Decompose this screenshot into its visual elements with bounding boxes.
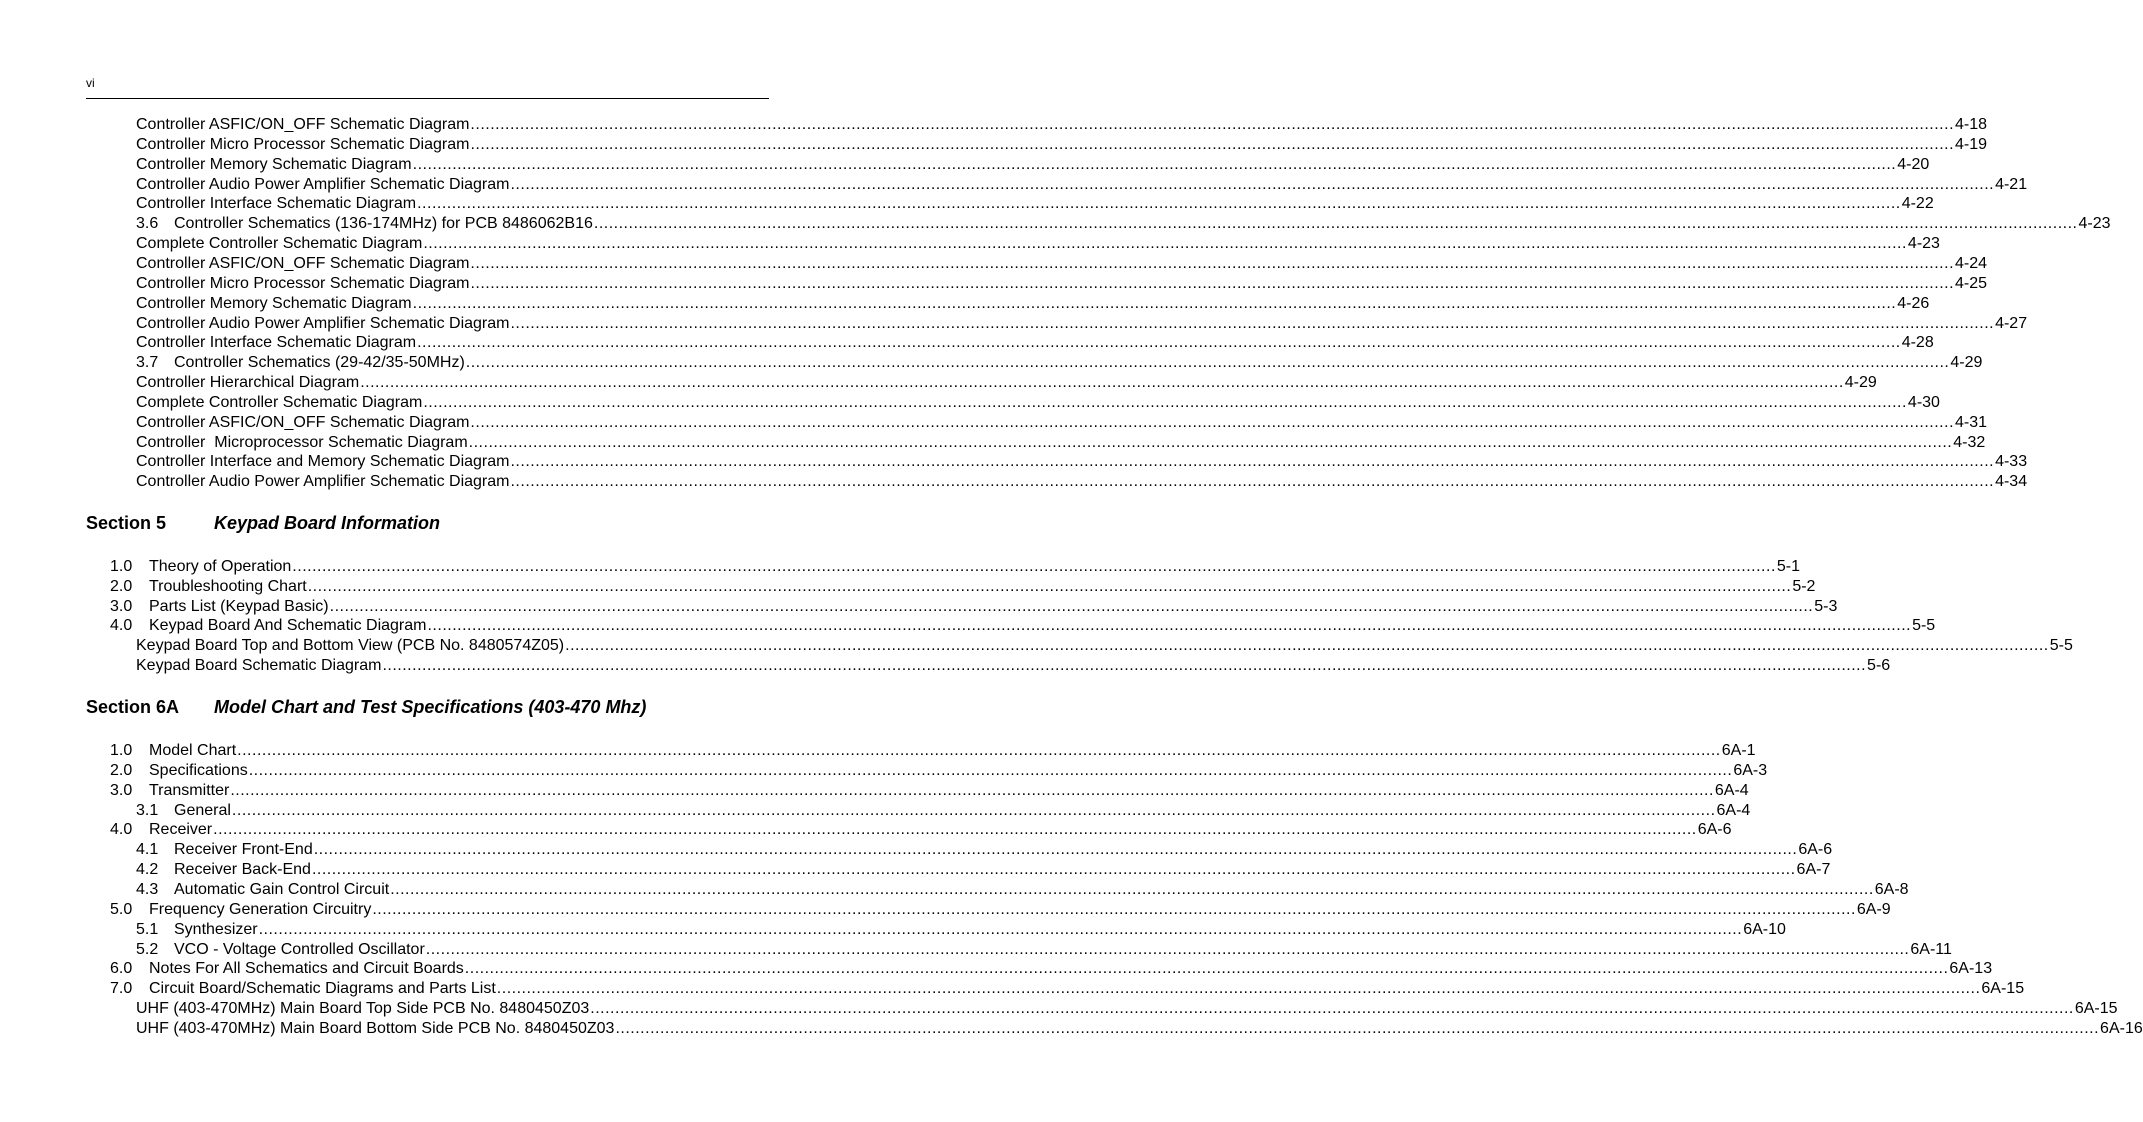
dot-leader: ............................................................................................................................................................................................................................................................................................................ — [496, 980, 1981, 998]
toc-entry-page: 4-27 — [1995, 314, 2028, 332]
toc-entry-page: 4-23 — [2078, 215, 2111, 233]
toc-entry[interactable] — [136, 194, 1934, 214]
toc-entry-title: Controller ASFIC/ON_OFF Schematic Diagram — [136, 254, 470, 272]
dot-leader: ............................................................................................................................................................................................................................................................................................................ — [292, 558, 1776, 575]
section-5-heading — [86, 511, 440, 535]
toc-entry-page: 4-28 — [1901, 334, 1934, 352]
dot-leader: ............................................................................................................................................................................................................................................................................................................ — [248, 761, 1733, 779]
toc-entry[interactable] — [110, 959, 1993, 979]
dot-leader: ............................................................................................................................................................................................................................................................................................................ — [468, 433, 1953, 451]
toc-entry-page: 4-31 — [1955, 413, 1988, 431]
toc-entry-page: 5-2 — [1792, 577, 1816, 595]
toc-entry-title: Specifications — [149, 761, 248, 779]
toc-entry[interactable] — [110, 900, 1891, 920]
dot-leader: ............................................................................................................................................................................................................................................................................................................ — [470, 254, 1955, 272]
dot-leader: ............................................................................................................................................................................................................................................................................................................ — [423, 393, 1907, 411]
toc-entry-title: Troubleshooting Chart — [149, 577, 307, 595]
toc-entry-number: 3.7 — [136, 354, 159, 372]
dot-leader: ............................................................................................................................................................................................................................................................................................................ — [360, 374, 1844, 392]
toc-entry[interactable] — [136, 353, 1983, 373]
dot-leader: ............................................................................................................................................................................................................................................................................................................ — [372, 900, 1856, 918]
toc-entry[interactable] — [136, 999, 2118, 1019]
toc-entry-title: Theory of Operation — [149, 558, 292, 575]
toc-entry[interactable] — [136, 135, 1988, 155]
toc-entry-title: Receiver Back-End — [174, 861, 311, 879]
dot-leader: ............................................................................................................................................................................................................................................................................................................ — [425, 940, 1910, 958]
toc-entry-title: Controller Audio Power Amplifier Schematic Diagram — [136, 314, 510, 332]
toc-entry-title: Automatic Gain Control Circuit — [174, 880, 390, 898]
toc-entry[interactable] — [110, 741, 1756, 761]
toc-entry[interactable] — [136, 860, 1831, 880]
toc-entry-title: Controller Micro Processor Schematic Diagram — [136, 135, 470, 153]
toc-entry-page: 4-33 — [1995, 453, 2028, 471]
toc-entry-page: 6A-1 — [1721, 742, 1756, 759]
toc-entry-page: 6A-8 — [1874, 880, 1909, 898]
toc-entry-title: Receiver Front-End — [174, 841, 313, 859]
toc-entry-page: 4-23 — [1907, 235, 1940, 253]
toc-entry-number: 3.0 — [110, 781, 133, 799]
toc-entry-page: 6A-7 — [1796, 861, 1831, 879]
toc-entry-title: Model Chart — [149, 742, 237, 759]
toc-entry-title: Keypad Board Schematic Diagram — [136, 657, 382, 674]
toc-entry-page: 6A-16 — [2100, 1019, 2143, 1037]
section-5-title: Keypad Board Information — [214, 513, 441, 533]
toc-entry-page: 4-30 — [1907, 393, 1940, 411]
dot-leader: ............................................................................................................................................................................................................................................................................................................ — [565, 637, 2049, 655]
toc-entry[interactable] — [136, 155, 1930, 175]
toc-entry[interactable] — [136, 433, 1986, 453]
header-rule — [86, 98, 769, 99]
toc-entry[interactable] — [136, 393, 1940, 413]
toc-entry-title: Controller Interface Schematic Diagram — [136, 195, 417, 213]
dot-leader: ............................................................................................................................................................................................................................................................................................................ — [470, 413, 1955, 431]
toc-entry[interactable] — [136, 840, 1833, 860]
dot-leader: ............................................................................................................................................................................................................................................................................................................ — [417, 334, 1901, 352]
toc-entry-page: 6A-15 — [1981, 980, 2025, 998]
toc-entry-title: Receiver — [149, 821, 213, 839]
toc-entry[interactable] — [136, 175, 2028, 195]
toc-entry-page: 6A-3 — [1733, 761, 1768, 779]
toc-entry[interactable] — [136, 801, 1751, 821]
dot-leader: ............................................................................................................................................................................................................................................................................................................ — [470, 135, 1955, 153]
toc-entry-page: 4-26 — [1897, 294, 1930, 312]
toc-entry[interactable] — [136, 294, 1930, 314]
toc-entry-number: 7.0 — [110, 980, 133, 998]
toc-entry[interactable] — [136, 472, 2028, 492]
dot-leader: ............................................................................................................................................................................................................................................................................................................ — [470, 274, 1955, 292]
toc-entry-page: 4-21 — [1995, 175, 2028, 193]
toc-entry-number: 4.0 — [110, 821, 133, 839]
dot-leader: ............................................................................................................................................................................................................................................................................................................ — [590, 1000, 2074, 1018]
dot-leader: ............................................................................................................................................................................................................................................................................................................ — [231, 801, 1716, 819]
toc-entry-number: 4.0 — [110, 617, 133, 635]
toc-entry-title: Complete Controller Schematic Diagram — [136, 235, 423, 253]
toc-entry-number: 5.0 — [110, 900, 133, 918]
toc-entry-number: 5.2 — [136, 940, 159, 958]
toc-entry-page: 5-3 — [1814, 597, 1838, 615]
toc-entry-number: 4.3 — [136, 880, 159, 898]
toc-entry[interactable] — [136, 1019, 2143, 1039]
toc-entry-page: 6A-6 — [1798, 841, 1833, 859]
dot-leader: ............................................................................................................................................................................................................................................................................................................ — [510, 175, 1995, 193]
toc-entry[interactable] — [110, 820, 1732, 840]
dot-leader: ............................................................................................................................................................................................................................................................................................................ — [390, 880, 1874, 898]
dot-leader: ............................................................................................................................................................................................................................................................................................................ — [470, 116, 1955, 133]
toc-entry-page: 5-6 — [1867, 657, 1891, 674]
dot-leader: ............................................................................................................................................................................................................................................................................................................ — [427, 617, 1912, 635]
toc-entry-title: Parts List (Keypad Basic) — [149, 597, 329, 615]
toc-entry-title: Controller Micro Processor Schematic Diagram — [136, 274, 470, 292]
toc-entry-page: 4-29 — [1950, 354, 1983, 372]
toc-entry-page: 5-5 — [2049, 637, 2073, 655]
toc-entry-title: Transmitter — [149, 781, 230, 799]
section-6a-label: Section 6A — [86, 697, 180, 717]
toc-entry-number: 1.0 — [110, 742, 133, 759]
toc-entry-page: 6A-13 — [1949, 960, 1993, 978]
dot-leader: ............................................................................................................................................................................................................................................................................................................ — [412, 155, 1897, 173]
toc-entry[interactable] — [110, 781, 1749, 801]
dot-leader: ............................................................................................................................................................................................................................................................................................................ — [382, 657, 1867, 674]
toc-entry-number: 2.0 — [110, 761, 133, 779]
toc-entry-title: VCO - Voltage Controlled Oscillator — [174, 940, 425, 958]
toc-entry[interactable] — [110, 616, 1936, 636]
toc-entry[interactable] — [136, 373, 1877, 393]
dot-leader: ............................................................................................................................................................................................................................................................................................................ — [213, 821, 1697, 839]
toc-entry-page: 6A-4 — [1714, 781, 1749, 799]
toc-entry-title: Controller ASFIC/ON_OFF Schematic Diagram — [136, 116, 470, 133]
toc-entry[interactable] — [110, 761, 1768, 781]
toc-entry-page: 4-18 — [1955, 116, 1988, 133]
toc-entry-page: 6A-9 — [1856, 900, 1891, 918]
toc-entry-page: 4-29 — [1844, 374, 1877, 392]
dot-leader: ............................................................................................................................................................................................................................................................................................................ — [423, 235, 1907, 253]
dot-leader: ............................................................................................................................................................................................................................................................................................................ — [313, 841, 1798, 859]
toc-entry[interactable] — [136, 274, 1988, 294]
toc-entry-title: Complete Controller Schematic Diagram — [136, 393, 423, 411]
toc-entry-page: 4-22 — [1901, 195, 1934, 213]
toc-entry-page: 5-1 — [1776, 558, 1801, 575]
toc-entry[interactable] — [110, 577, 1816, 597]
toc-entry-title: Controller Audio Power Amplifier Schematic Diagram — [136, 175, 510, 193]
dot-leader: ............................................................................................................................................................................................................................................................................................................ — [311, 861, 1796, 879]
dot-leader: ............................................................................................................................................................................................................................................................................................................ — [237, 742, 1721, 759]
toc-entry[interactable] — [136, 314, 2028, 334]
toc-entry[interactable] — [136, 413, 1988, 433]
toc-entry-title: Controller Schematics (136-174MHz) for PCB 8486062B16 — [174, 215, 593, 233]
toc-entry-page: 6A-11 — [1910, 940, 1952, 958]
toc-entry-page: 6A-15 — [2074, 1000, 2118, 1018]
toc-entry[interactable] — [136, 880, 1909, 900]
dot-leader: ............................................................................................................................................................................................................................................................................................................ — [307, 577, 1792, 595]
toc-entry[interactable] — [136, 920, 1786, 940]
toc-entry-title: Synthesizer — [174, 920, 258, 938]
dot-leader: ............................................................................................................................................................................................................................................................................................................ — [465, 354, 1950, 372]
toc-entry[interactable] — [110, 597, 1838, 617]
dot-leader: ............................................................................................................................................................................................................................................................................................................ — [417, 195, 1901, 213]
toc-entry-number: 4.1 — [136, 841, 159, 859]
toc-entry-title: Controller Schematics (29-42/35-50MHz) — [174, 354, 465, 372]
toc-entry[interactable] — [136, 234, 1940, 254]
toc-entry-title: UHF (403-470MHz) Main Board Bottom Side PCB No. 8480450Z03 — [136, 1019, 615, 1037]
dot-leader: ............................................................................................................................................................................................................................................................................................................ — [593, 215, 2078, 233]
toc-entry-page: 6A-4 — [1716, 801, 1751, 819]
section-6a-heading — [86, 695, 646, 719]
toc-entry-page: 4-25 — [1955, 274, 1988, 292]
toc-entry-number: 3.1 — [136, 801, 159, 819]
toc-entry-title: Keypad Board Top and Bottom View (PCB No. 8480574Z05) — [136, 637, 565, 655]
section-5-label: Section 5 — [86, 513, 167, 533]
page-number: vi — [86, 76, 95, 90]
toc-entry-number: 3.6 — [136, 215, 159, 233]
section-6a-title: Model Chart and Test Specifications (403-470 Mhz) — [214, 697, 647, 717]
dot-leader: ............................................................................................................................................................................................................................................................................................................ — [230, 781, 1714, 799]
toc-entry-number: 4.2 — [136, 861, 159, 879]
toc-entry-page: 6A-10 — [1743, 920, 1786, 938]
toc-entry-page: 4-32 — [1953, 433, 1986, 451]
toc-entry-title: Controller ASFIC/ON_OFF Schematic Diagram — [136, 413, 470, 431]
dot-leader: ............................................................................................................................................................................................................................................................................................................ — [329, 597, 1814, 615]
toc-entry-page: 4-20 — [1897, 155, 1930, 173]
dot-leader: ............................................................................................................................................................................................................................................................................................................ — [412, 294, 1897, 312]
toc-entry-title: Controller Memory Schematic Diagram — [136, 155, 412, 173]
toc-entry-title: Controller Memory Schematic Diagram — [136, 294, 412, 312]
dot-leader: ............................................................................................................................................................................................................................................................................................................ — [258, 920, 1743, 938]
dot-leader: ............................................................................................................................................................................................................................................................................................................ — [464, 960, 1949, 978]
toc-entry-title: Frequency Generation Circuitry — [149, 900, 372, 918]
dot-leader: ............................................................................................................................................................................................................................................................................................................ — [510, 314, 1995, 332]
toc-entry-page: 4-19 — [1955, 135, 1988, 153]
toc-entry[interactable] — [136, 636, 2073, 656]
toc-entry[interactable] — [136, 656, 1891, 676]
toc-entry[interactable] — [136, 333, 1934, 353]
toc-entry-title: Circuit Board/Schematic Diagrams and Parts List — [149, 980, 496, 998]
toc-entry[interactable] — [110, 979, 2025, 999]
toc-entry-number: 1.0 — [110, 558, 133, 575]
toc-entry-title: Controller Audio Power Amplifier Schematic Diagram — [136, 473, 510, 491]
toc-entry[interactable] — [136, 254, 1988, 274]
toc-entry[interactable] — [136, 115, 1988, 135]
toc-entry-title: Notes For All Schematics and Circuit Boards — [149, 960, 464, 978]
toc-entry-page: 5-5 — [1912, 617, 1936, 635]
toc-entry-number: 5.1 — [136, 920, 159, 938]
toc-entry[interactable] — [110, 557, 1801, 577]
toc-entry-title: Keypad Board And Schematic Diagram — [149, 617, 427, 635]
dot-leader: ............................................................................................................................................................................................................................................................................................................ — [615, 1019, 2100, 1037]
toc-entry-number: 6.0 — [110, 960, 133, 978]
dot-leader: ............................................................................................................................................................................................................................................................................................................ — [510, 453, 1995, 471]
toc-entry-title: Controller Microprocessor Schematic Diagram — [136, 433, 468, 451]
toc-entry-title: Controller Interface and Memory Schematic Diagram — [136, 453, 510, 471]
toc-entry-page: 6A-6 — [1697, 821, 1732, 839]
toc-entry-number: 3.0 — [110, 597, 133, 615]
toc-entry-title: Controller Hierarchical Diagram — [136, 374, 360, 392]
toc-entry[interactable] — [136, 940, 1952, 960]
dot-leader: ............................................................................................................................................................................................................................................................................................................ — [510, 473, 1995, 491]
toc-entry-title: Controller Interface Schematic Diagram — [136, 334, 417, 352]
toc-entry-page: 4-24 — [1955, 254, 1988, 272]
toc-entry-title: UHF (403-470MHz) Main Board Top Side PCB No. 8480450Z03 — [136, 1000, 590, 1018]
toc-entry[interactable] — [136, 452, 2028, 472]
toc-entry-number: 2.0 — [110, 577, 133, 595]
toc-entry-page: 4-34 — [1995, 473, 2028, 491]
toc-entry-title: General — [174, 801, 231, 819]
toc-entry[interactable] — [136, 214, 2111, 234]
